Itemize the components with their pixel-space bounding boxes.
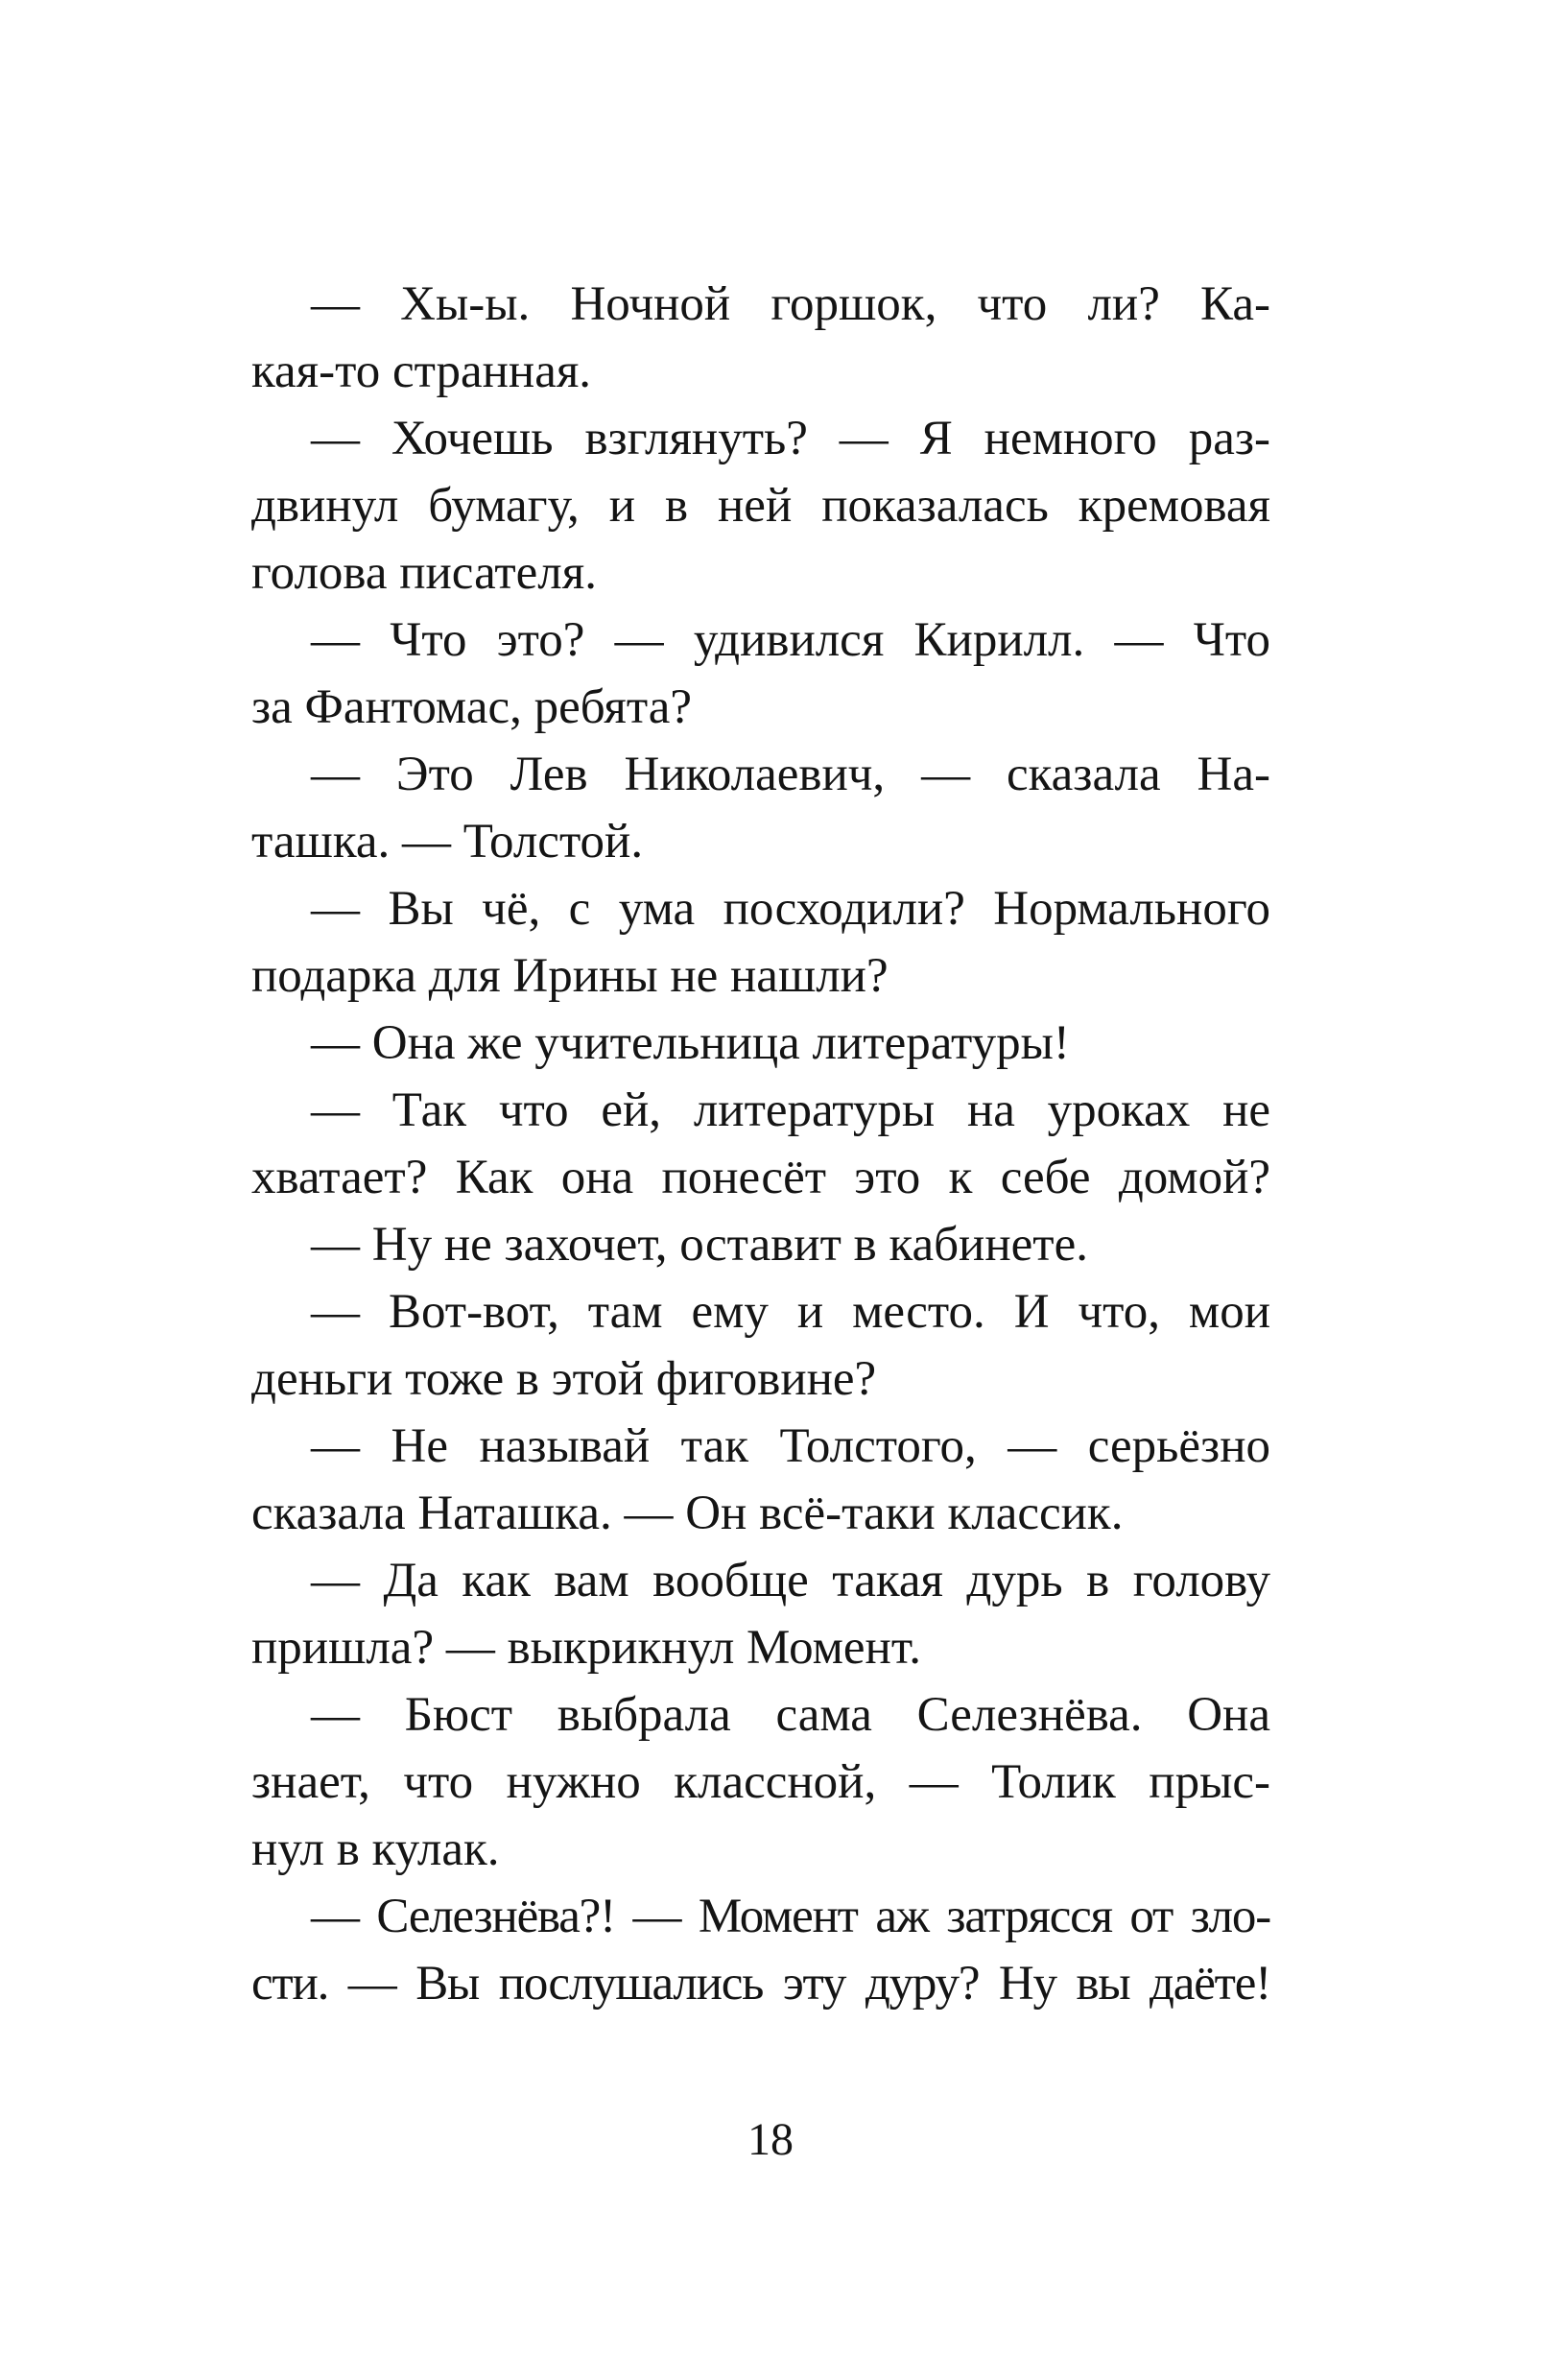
- text-line: — Хочешь взглянуть? — Я немного раз-: [311, 412, 1270, 465]
- text-line: — Ну не захочет, оставит в кабинете.: [311, 1218, 1088, 1272]
- text-line: — Так что ей, литературы на уроках не: [311, 1083, 1270, 1137]
- text-line: за Фантомас, ребята?: [251, 680, 693, 734]
- text-line: — Да как вам вообще такая дурь в голову: [311, 1554, 1270, 1607]
- text-line: — Вот-вот, там ему и место. И что, мои: [311, 1285, 1270, 1339]
- text-line: кая-то странная.: [251, 345, 592, 398]
- text-line: голова писателя.: [251, 546, 597, 600]
- text-line: сти. — Вы послушались эту дуру? Ну вы даёте!: [251, 1957, 1270, 2011]
- text-line: сказала Наташка. — Он всё-таки классик.: [251, 1487, 1124, 1540]
- text-line: — Что это? — удивился Кирилл. — Что: [311, 613, 1270, 667]
- text-line: нул в кулак.: [251, 1822, 500, 1876]
- text-line: — Бюст выбрала сама Селезнёва. Она: [311, 1688, 1270, 1742]
- text-line: знает, что нужно классной, — Толик прыс-: [251, 1755, 1270, 1809]
- text-line: подарка для Ирины не нашли?: [251, 949, 889, 1003]
- text-line: — Не называй так Толстого, — серьёзно: [311, 1419, 1270, 1473]
- page-number: 18: [747, 2114, 794, 2165]
- text-line: — Хы-ы. Ночной горшок, что ли? Ка-: [311, 277, 1270, 331]
- text-line: — Это Лев Николаевич, — сказала На-: [311, 748, 1270, 801]
- text-line: — Селезнёва?! — Момент аж затрясся от зло-: [311, 1890, 1270, 1943]
- text-line: двинул бумагу, и в ней показалась кремовая: [251, 479, 1270, 533]
- text-line: ташка. — Толстой.: [251, 815, 644, 869]
- text-line: — Вы чё, с ума посходили? Нормального: [311, 882, 1270, 936]
- text-line: пришла? — выкрикнул Момент.: [251, 1621, 922, 1675]
- text-line: хватает? Как она понесёт это к себе домой?: [251, 1151, 1270, 1204]
- text-line: — Она же учительница литературы!: [311, 1016, 1070, 1070]
- text-line: деньги тоже в этой фиговине?: [251, 1352, 877, 1406]
